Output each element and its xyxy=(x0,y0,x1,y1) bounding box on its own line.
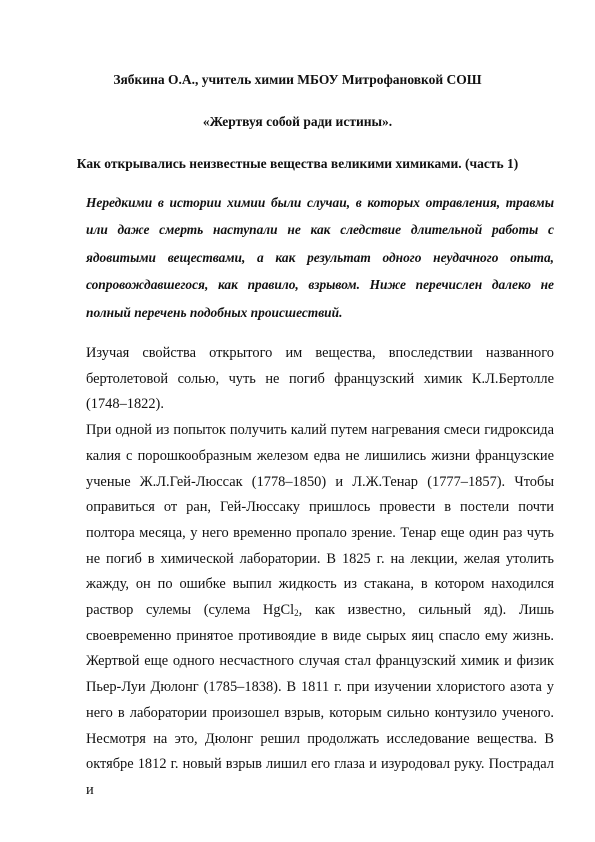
paragraph-text-part-2: , как известно, сильный яд). Лишь своевременно принятое противоядие в виде сырых яиц спасло ему жизнь. Жертвой еще одного несчастного случая стал французский химик и физик Пьер-Луи Дюлонг (1785–1838). В 1811 г. при изучении хлористого азота у него в лаборатории произошел взрыв, которым сильно контузило ученого. Несмотря на это, Дюлонг решил продолжать исследование вещества. В октябре 1812 г. новый взрыв лишил его глаза и изуродовал руку. Пострадал и xyxy=(86,602,554,798)
intro-paragraph: Нередкими в истории химии были случаи, в которых отравления, травмы или даже смерть наступали не как следствие длительной работы с ядовитыми веществами, а как результат одного неудачного опыта, сопровождавшегося, как правило, взрывом. Ниже перечислен далеко не полный перечень подобных происшествий. xyxy=(86,195,554,320)
body-text xyxy=(86,341,554,804)
author-line: Зябкина О.А., учитель химии МБОУ Митрофановкой СОШ xyxy=(113,72,482,87)
paragraph-bertholet: Изучая свойства открытого им вещества, впоследствии названного бертолетовой солью, чуть не погиб французский химик К.Л.Бертолле (1748–1822). xyxy=(86,345,554,413)
paragraph-gay-lussac xyxy=(86,418,554,804)
formula-subscript: 2 xyxy=(294,608,299,619)
document-title: «Жертвуя собой ради истины». xyxy=(202,114,393,129)
paragraph-text-part-1: При одной из попыток получить калий путем нагревания смеси гидроксида калия с порошкообразным железом едва не лишились жизни французские ученые Ж.Л.Гей-Люссак (1778–1850) и Л.Ж.Тенар (1777–1857). Чтобы оправиться от ран, Гей-Люссаку пришлось провести в постели почти полтора месяца, у него временно пропало зрение. Тенар еще один раз чуть не погиб в химической лаборатории. В 1825 г. на лекции, желая утолить жажду, он по ошибке выпил жидкость из стакана, в котором находился раствор сулемы (сулема HgCl xyxy=(86,422,554,619)
document-subtitle: Как открывались неизвестные вещества великими химиками. (часть 1) xyxy=(76,156,519,171)
